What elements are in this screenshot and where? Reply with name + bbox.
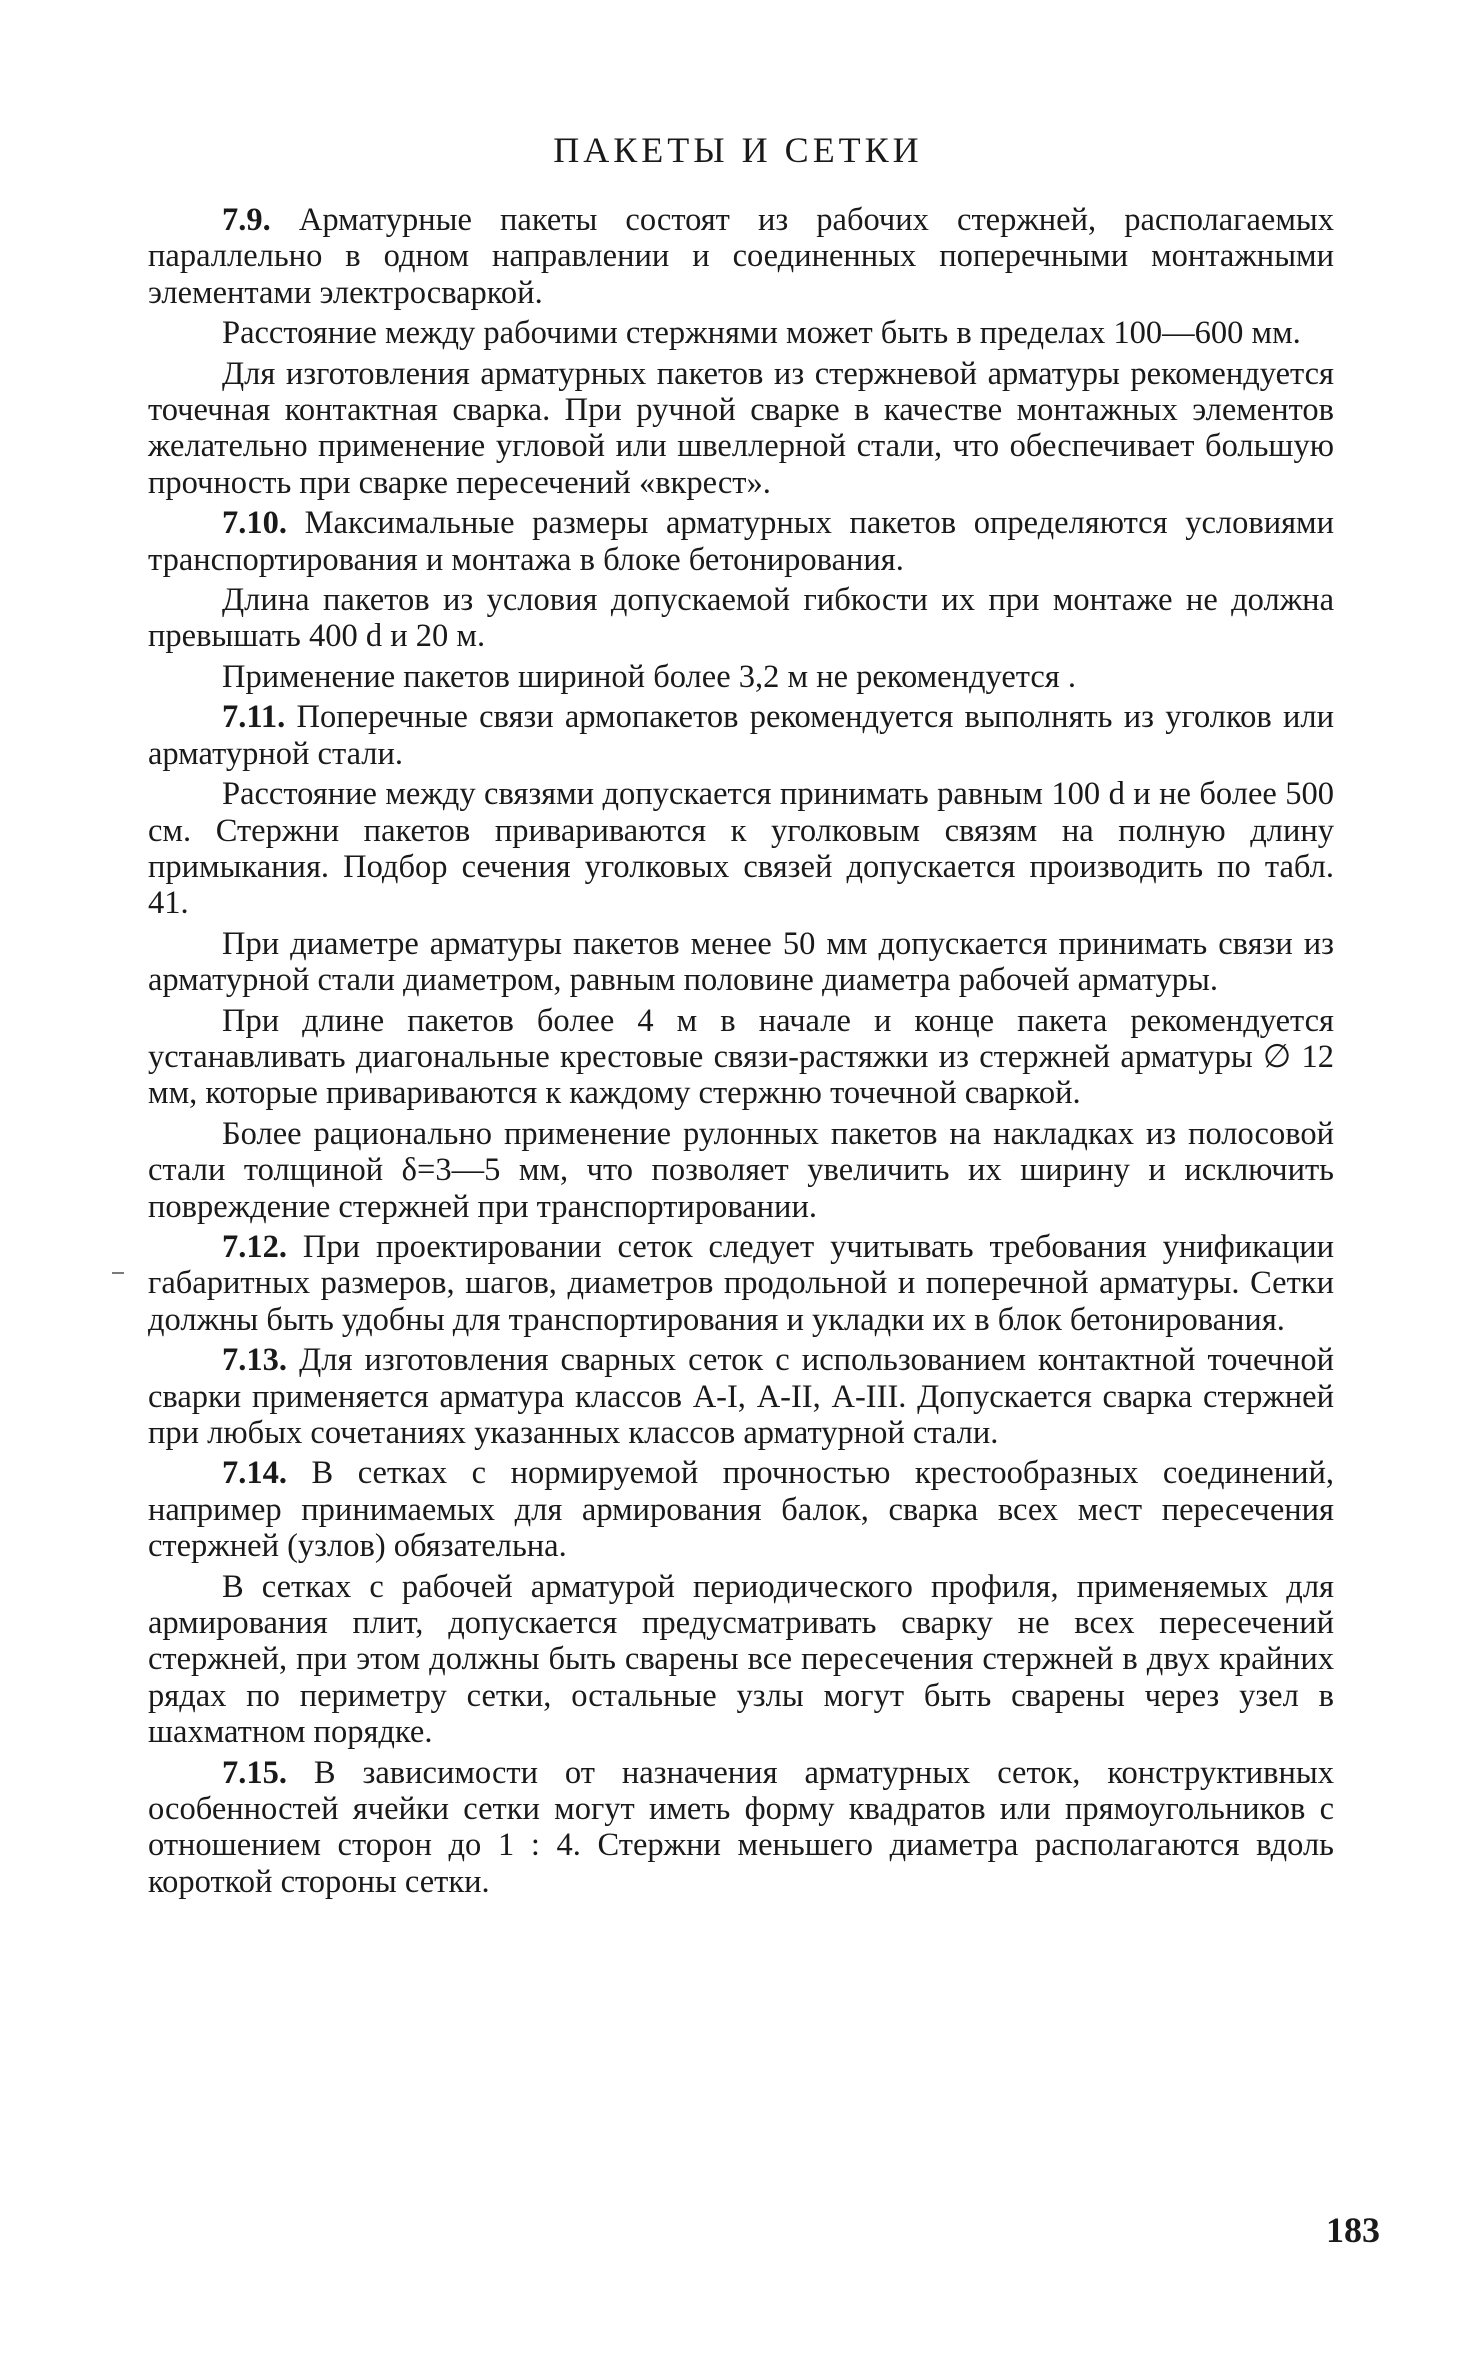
paragraph xyxy=(148,776,1334,922)
paragraph-text: Расстояние между связями допускается принимать равным 100 d и не более 500 см. Стержни пакетов привариваются к уголковым связям на полную длину примыкания. Подбор сечения уголковых связей допускается производить по табл. 41. xyxy=(148,776,1334,922)
clause-number: 7.9. xyxy=(222,202,271,238)
paragraph-text: При длине пакетов более 4 м в начале и конце пакета рекомендуется устанавливать диагональные крестовые связи-растяжки из стержней арматуры ∅ 12 мм, которые привариваются к каждому стержню точечной сваркой. xyxy=(148,1002,1334,1112)
paragraph xyxy=(148,1342,1334,1451)
clause-number: 7.12. xyxy=(222,1228,287,1265)
paragraph-text: В зависимости от назначения арматурных сеток, конструктивных особенностей ячейки сетки могут иметь форму квадратов или прямоугольников с отношением сторон до 1 : 4. Стержни меньшего диаметра располагаются вдоль короткой стороны сетки. xyxy=(148,1754,1334,1900)
paragraph xyxy=(148,202,1334,311)
paragraph xyxy=(148,1755,1334,1901)
page-number: 183 xyxy=(1326,2210,1380,2250)
paragraph xyxy=(148,1116,1334,1225)
paragraph xyxy=(148,582,1334,655)
paragraph-text: Максимальные размеры арматурных пакетов определяются условиями транспортирования и монтажа в блоке бетонирования. xyxy=(148,505,1334,578)
paragraph xyxy=(148,356,1334,502)
paragraph-text: В сетках с рабочей арматурой периодического профиля, применяемых для армирования плит, допускается предусматривать сварку не всех пересечений стержней, при этом должны быть сварены все пересечения стержней в двух крайних рядах по периметру сетки, остальные узлы могут быть сварены через узел в шахматном порядке. xyxy=(148,1568,1334,1751)
paragraph-text: В сетках с нормируемой прочностью крестообразных соединений, например принимаемых для армирования балок, сварка всех мест пересечения стержней (узлов) обязательна. xyxy=(148,1455,1335,1565)
paragraph-text: Применение пакетов шириной более 3,2 м не рекомендуется . xyxy=(222,658,1076,695)
paragraph-text: Поперечные связи армопакетов рекомендуется выполнять из уголков или арматурной стали. xyxy=(148,699,1334,772)
paragraph xyxy=(148,699,1334,772)
paragraph-text: Более рационально применение рулонных пакетов на накладках из полосовой стали толщиной δ=3—5 мм, что позволяет увеличить их ширину и исключить повреждение стержней при транспортировании. xyxy=(148,1115,1334,1225)
paragraph xyxy=(148,505,1334,578)
paragraph-text: При диаметре арматуры пакетов менее 50 мм допускается принимать связи из арматурной стали диаметром, равным половине диаметра рабочей арматуры. xyxy=(148,925,1334,999)
paragraph-text: Расстояние между рабочими стержнями может быть в пределах 100—600 мм. xyxy=(222,315,1301,352)
paragraph-text: При проектировании сеток следует учитывать требования унификации габаритных размеров, шагов, диаметров продольной и поперечной арматуры. Сетки должны быть удобны для транспортирования и укладки их в блок бетонирования. xyxy=(148,1228,1334,1338)
clause-number: 7.10. xyxy=(222,505,287,542)
paragraph-text: Для изготовления арматурных пакетов из стержневой арматуры рекомендуется точечная контактная сварка. При ручной сварке в качестве монтажных элементов желательно применение угловой или швеллерной стали, что обеспечивает большую прочность при сварке пересечений «вкрест». xyxy=(148,355,1334,501)
page-title: ПАКЕТЫ И СЕТКИ xyxy=(553,130,923,170)
paragraph xyxy=(148,926,1334,999)
clause-number: 7.15. xyxy=(222,1754,287,1791)
paragraph-text: Для изготовления сварных сеток с использованием контактной точечной сварки применяется арматура классов А-I, А-II, А-III. Допускается сварка стержней при любых сочетаниях указанных классов арматурной стали. xyxy=(148,1342,1335,1451)
paragraph xyxy=(148,315,1334,351)
paragraph-text: Арматурные пакеты состоят из рабочих стержней, располагаемых параллельно в одном направлении и соединенных поперечными монтажными элементами электросваркой. xyxy=(148,202,1334,311)
margin-mark xyxy=(112,1272,124,1274)
clause-number: 7.13. xyxy=(222,1342,287,1379)
body-text xyxy=(148,202,1334,1904)
paragraph xyxy=(148,1569,1334,1751)
paragraph xyxy=(148,659,1334,695)
paragraph xyxy=(148,1003,1334,1112)
clause-number: 7.11. xyxy=(222,699,286,736)
paragraph xyxy=(148,1455,1334,1564)
clause-number: 7.14. xyxy=(222,1455,287,1492)
paragraph-text: Длина пакетов из условия допускаемой гибкости их при монтаже не должна превышать 400 d и 20 м. xyxy=(148,582,1334,655)
paragraph xyxy=(148,1229,1334,1338)
